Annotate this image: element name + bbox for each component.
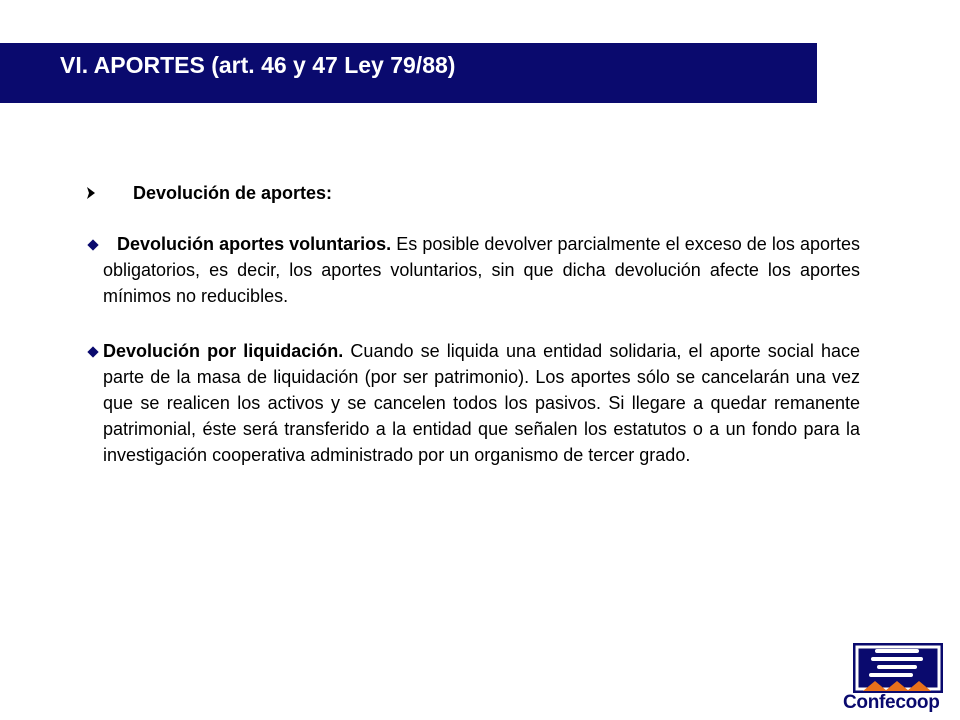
- paragraph-liquidation-lead: Devolución por liquidación.: [103, 341, 344, 361]
- section-heading: Devolución de aportes:: [133, 183, 333, 203]
- paragraph-liquidation-body: Cuando se liquida una entidad solidaria, el aporte social hace parte de la masa de liquidación (por ser patrimonio). Los aportes sólo se cancelarán una vez que se realicen los activos y se cancelen todos los pasivos. Si llegare a quedar remanente patrimonial, éste será transferido a la entidad que señalen los estatutos o a un fondo para la investigación cooperativa administrado por un organismo de tercer grado.: [103, 341, 860, 465]
- paragraph-voluntary-lead: Devolución aportes voluntarios.: [117, 234, 392, 254]
- paragraph-voluntary-body: Es posible devolver parcialmente el exceso de los aportes obligatorios, es decir, los aportes voluntarios, sin que dicha devolución afecte los aportes mínimos no reducibles.: [103, 234, 860, 306]
- diamond-bullet-icon: [87, 346, 98, 357]
- slide-title: VI. APORTES (art. 46 y 47 Ley 79/88): [60, 52, 456, 78]
- arrow-bullet-icon: [86, 185, 98, 201]
- diamond-bullet-icon: [87, 239, 98, 250]
- paragraph-voluntary: [103, 231, 860, 309]
- paragraph-liquidation: [103, 338, 860, 468]
- logo-wordmark: Confecoop: [843, 692, 940, 713]
